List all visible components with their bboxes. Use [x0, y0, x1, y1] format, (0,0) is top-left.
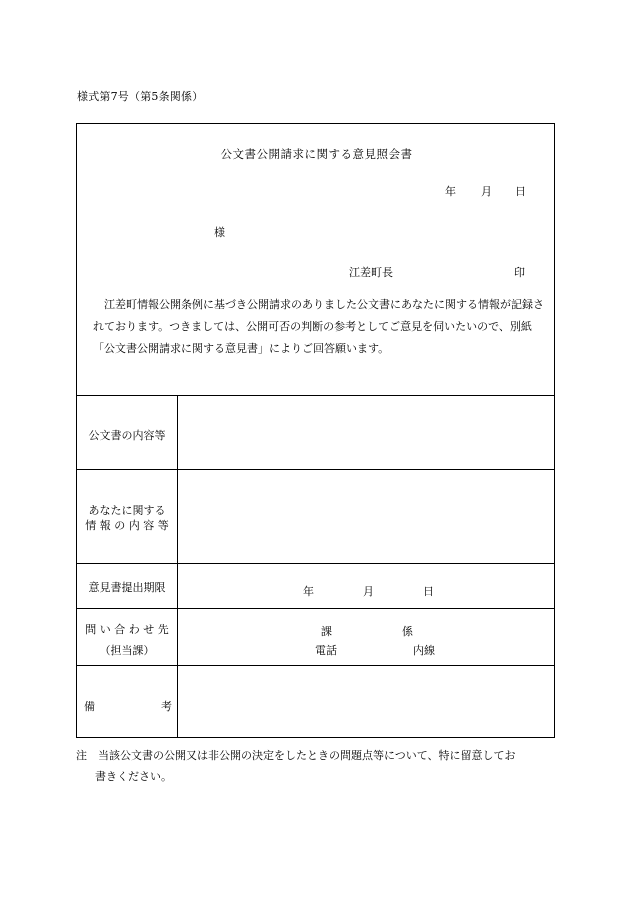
- form-title: 公文書公開請求に関する意見照会書: [220, 147, 413, 161]
- your-info-label-line2: 情 報 の 内 容 等: [85, 519, 169, 532]
- date-month-label: 月: [481, 185, 492, 198]
- addressee-suffix: 様: [214, 226, 225, 239]
- footnote-line1: 注 当該公文書の公開又は非公開の決定をしたときの問題点等について、特に留意してお: [76, 749, 516, 762]
- footnote-line2: 書きください。: [95, 770, 172, 783]
- column-divider: [177, 395, 178, 738]
- footnote: [76, 745, 566, 787]
- contact-phone-label: 電話: [315, 644, 337, 657]
- your-info-label-line1: あなたに関する: [88, 504, 166, 517]
- inquiry-form: [76, 123, 555, 738]
- document-content-label: 公文書の内容等: [88, 429, 166, 442]
- deadline-month-label: 月: [363, 585, 374, 598]
- form-number: 様式第7号（第5条関係）: [77, 90, 204, 103]
- contact-section-label: 課: [321, 625, 332, 638]
- row-divider: [77, 563, 554, 564]
- contact-label-line1: 問 い 合 わ せ 先: [85, 623, 169, 636]
- contact-label-line2: （担当課）: [99, 644, 155, 657]
- body-text: 江差町情報公開条例に基づき公開請求のありました公文書にあなたに関する情報が記録されております。つきましては、公開可否の判断の参考としてご意見を伺いたいので、別紙「公文書公開請求に関する意見書」によりご回答願います。: [93, 298, 544, 355]
- date-day-label: 日: [515, 185, 526, 198]
- deadline-label: 意見書提出期限: [88, 581, 166, 594]
- deadline-day-label: 日: [423, 585, 434, 598]
- date-year-label: 年: [445, 185, 456, 198]
- sender-name: 江差町長: [349, 266, 393, 279]
- seal-mark: 印: [514, 266, 525, 279]
- row-divider: [77, 608, 554, 609]
- contact-extension-label: 内線: [413, 644, 435, 657]
- table-top-divider: [77, 395, 554, 396]
- remarks-label-left: 備: [84, 700, 95, 713]
- remarks-label-right: 考: [161, 700, 172, 713]
- deadline-year-label: 年: [303, 585, 314, 598]
- contact-unit-label: 係: [402, 625, 413, 638]
- row-divider: [77, 665, 554, 666]
- row-divider: [77, 469, 554, 470]
